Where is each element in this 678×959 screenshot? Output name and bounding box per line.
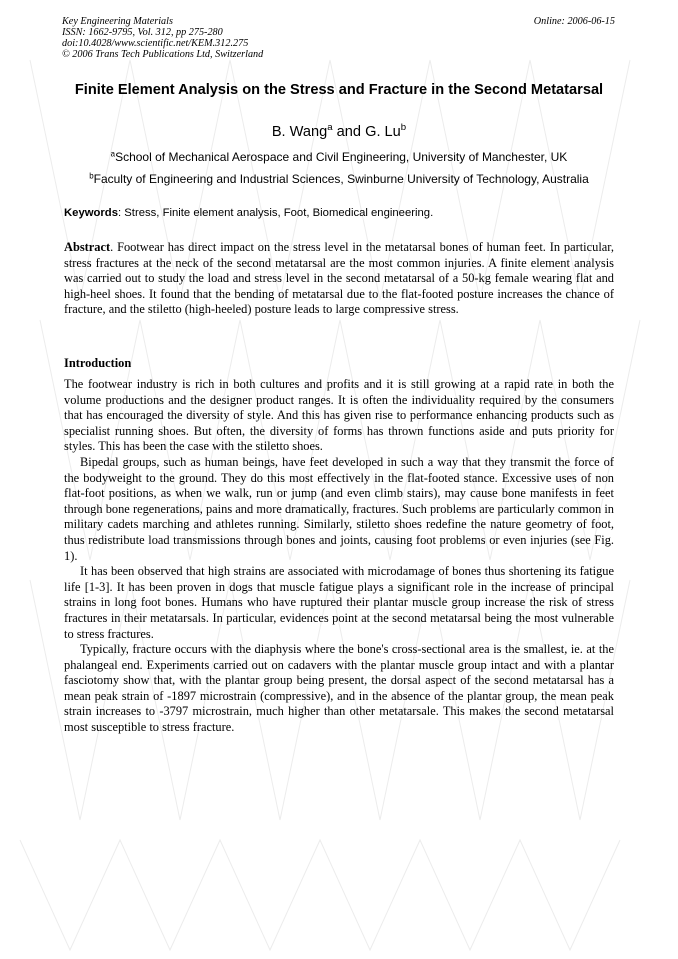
keywords-text: : Stress, Finite element analysis, Foot, Biomedical engineering. — [118, 207, 434, 219]
paper-title: Finite Element Analysis on the Stress and Fracture in the Second Metatarsal — [74, 82, 604, 98]
introduction-heading: Introduction — [64, 356, 132, 370]
abstract — [64, 240, 614, 318]
abstract-label: Abstract — [64, 240, 111, 254]
online-date: Online: 2006-06-15 — [533, 16, 615, 27]
intro-paragraph-1: The footwear industry is rich in both cultures and profits and it is still growing at a rapid rate in both the volume productions and the designer product ranges. It is often the individuality required by the consumers that has encouraged the diversity of style. And this has given rise to performance enhancing products such as specialist running shoes. But often, the diversity of forms has thrown functions aside and puts priority for styles. This has been the case with the stiletto shoes. — [64, 377, 614, 454]
journal-header — [62, 16, 263, 60]
author-conjunction: and — [332, 124, 366, 140]
intro-paragraph-4: Typically, fracture occurs with the diaphysis where the bone's cross-sectional area is the smallest, ie. at the phalangeal end. Experiments carried out on cadavers with the plantar muscle group intact and with a plantar fasciotomy show that, with the plantar group being present, the dorsal aspect of the second metatarsal has a mean peak strain of -1897 microstrain (compressive), and in the absence of the plantar group, the mean peak strain increases to -3797 microstrain, much higher than other metatarsale. This makes the second metatarsal most susceptible to stress fracture. — [64, 642, 614, 735]
author-1: B. Wang — [271, 124, 328, 140]
affiliation-b-mark: b — [89, 171, 94, 181]
author-2-affil-mark: b — [400, 122, 407, 134]
abstract-text: . Footwear has direct impact on the stress level in the metatarsal bones of human feet. In particular, stress fractures at the neck of the second metatarsal are the most common injuries. A finite element analysis was carried out to study the load and stress level in the second metatarsal of a 50-kg female wearing flat and high-heel shoes. It found that the bending of metatarsal due to the flat-footed posture increases the chance of fracture, and the stiletto (high-heeled) posture leads to large compressive stress. — [64, 240, 614, 317]
introduction-body — [64, 377, 614, 736]
intro-paragraph-3: It has been observed that high strains are associated with microdamage of bones thus shortening its fatigue life [1-3]. It has been proven in dogs that muscle fatigue plays a significant role in the increase of principal strains in long foot bones. Humans who have ruptured their plantar muscle group increase the risk of stress fractures in their metatarsals. In particular, evidences point at the second metatarsal being the most vulnerable to stress fractures. — [64, 564, 614, 641]
keywords — [64, 206, 614, 220]
copyright-line: © 2006 Trans Tech Publications Ltd, Switzerland — [62, 49, 264, 60]
journal-name: Key Engineering Materials — [62, 16, 173, 27]
affiliation-b — [64, 172, 614, 186]
intro-paragraph-2: Bipedal groups, such as human beings, have feet developed in such a way that they transmit the force of the bodyweight to the ground. They do this most effectively in the flat-footed stance. Excessive uses of non flat-foot positions, as when we walk, run or jump (and even climb stairs), may cause bone manifests in feet through bone regenerations, pains and more dramatically, fractures. Such problems are particularly common in military cadets marching and athletes running. Similarly, stiletto shoes redefine the nature geometry of foot, thus redistribute load transmissions through bones and joints, causing foot problems or even injuries (see Fig. 1). — [64, 454, 614, 563]
author-2: G. Lu — [365, 124, 401, 140]
keywords-label: Keywords — [64, 207, 118, 219]
affiliation-a-text: School of Mechanical Aerospace and Civil Engineering, University of Manchester, UK — [115, 150, 568, 164]
affiliation-b-text: Faculty of Engineering and Industrial Sciences, Swinburne University of Technology, Australia — [93, 172, 589, 186]
issn-line: ISSN: 1662-9795, Vol. 312, pp 275-280 — [62, 27, 223, 38]
author-line — [64, 124, 614, 141]
doi-line: doi:10.4028/www.scientific.net/KEM.312.275 — [62, 38, 249, 49]
author-1-affil-mark: a — [327, 122, 333, 134]
affiliation-a-mark: a — [110, 149, 116, 159]
affiliation-a — [64, 150, 614, 164]
